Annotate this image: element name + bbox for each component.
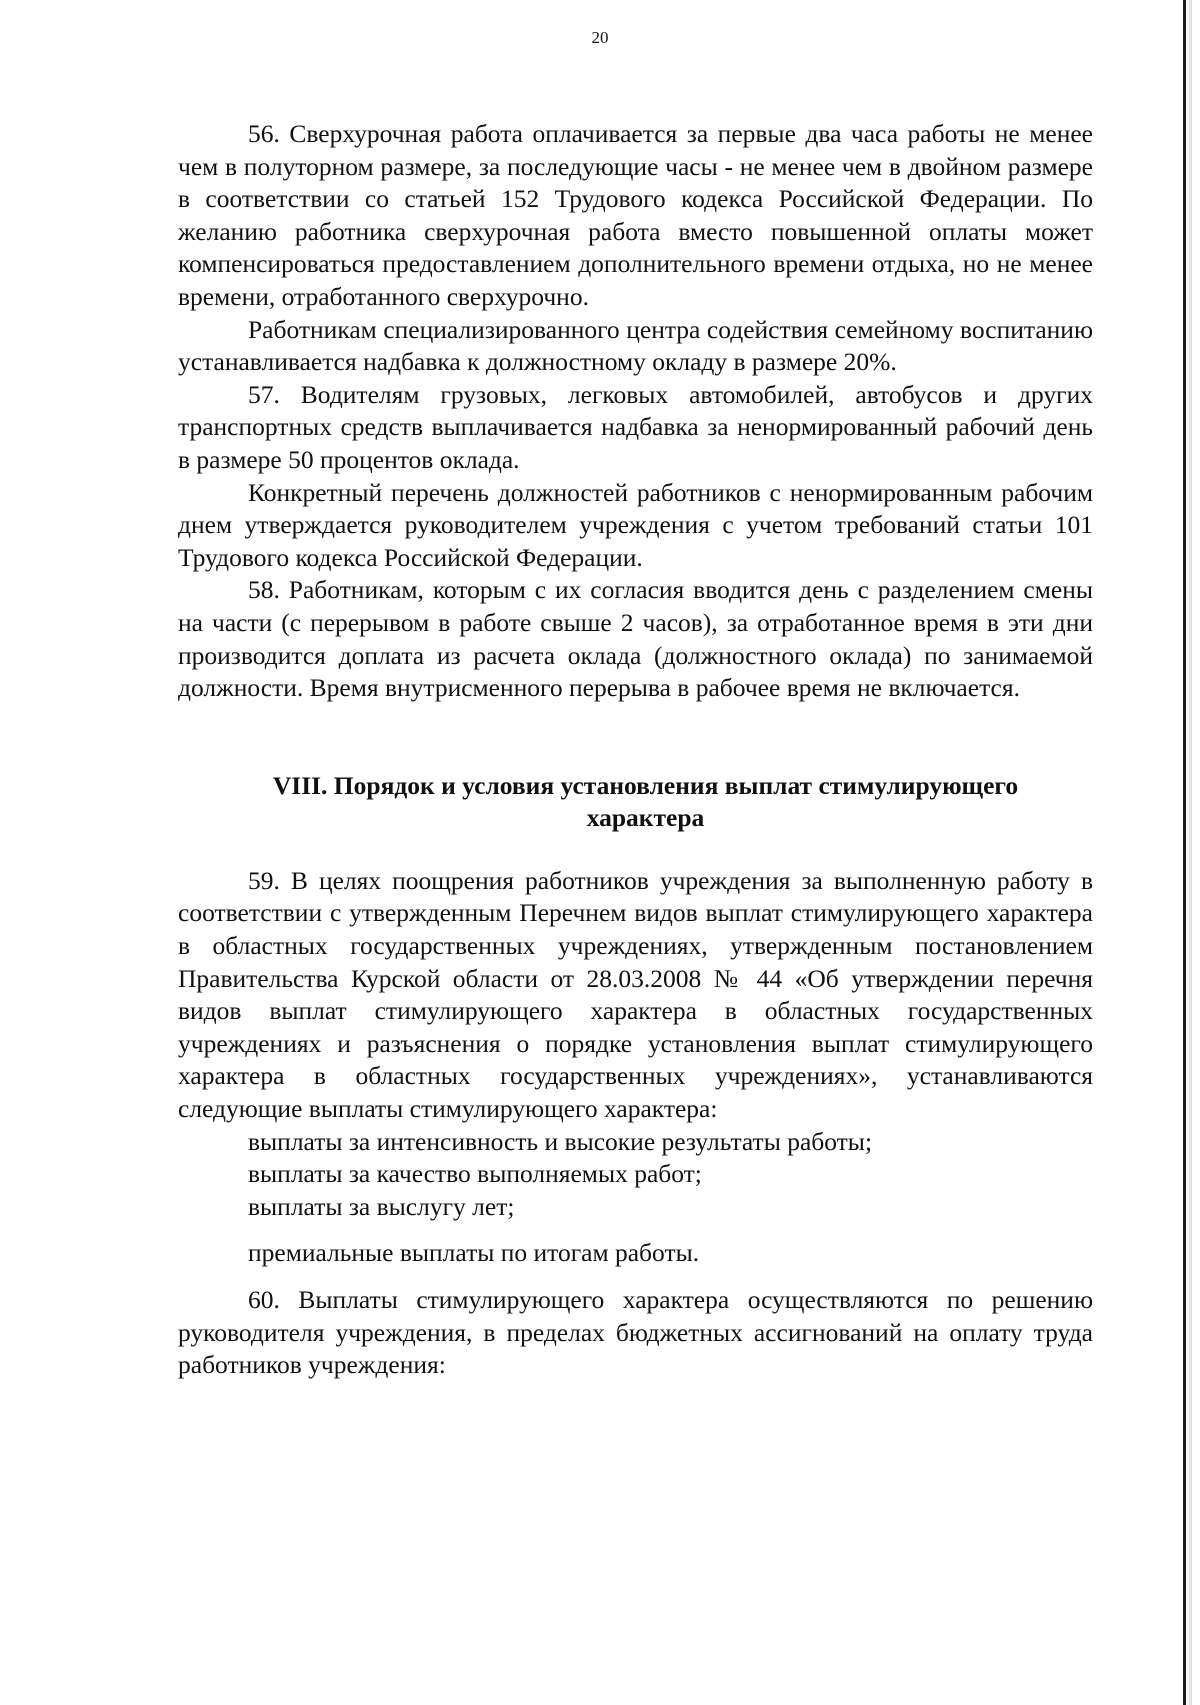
- paragraph-56-addendum: Работникам специализированного центра содействия семейному воспитанию устанавливается надбавка к должностному окладу в размере 20%.: [178, 314, 1093, 377]
- paragraph-58: 58. Работникам, которым с их согласия вводится день с разделением смены на части (с перерывом в работе свыше 2 часов), за отработанное время в эти дни производится доплата из расчета оклада (должностного оклада) по занимаемой должности. Время внутрисменного перерыва в рабочее время не включается.: [178, 575, 1093, 703]
- spacer: [178, 835, 1093, 865]
- spacer: [178, 1223, 1093, 1237]
- paragraph-60: 60. Выплаты стимулирующего характера осуществляются по решению руководителя учреждения, в пределах бюджетных ассигнований на оплату труда работников учреждения:: [178, 1285, 1093, 1380]
- scan-edge-line: [1183, 0, 1186, 1705]
- document-body: [178, 118, 1093, 1382]
- paragraph-57-addendum: Конкретный перечень должностей работников с ненормированным рабочим днем утверждается руководителем учреждения с учетом требований статьи 101 Трудового кодекса Российской Федерации.: [178, 477, 1093, 572]
- section-heading-line-1: VIII. Порядок и условия установления выплат стимулирующего: [272, 770, 1019, 800]
- section-heading-line-2: характера: [586, 803, 705, 833]
- paragraph-56: 56. Сверхурочная работа оплачивается за первые два часа работы не менее чем в полуторном размере, за последующие часы - не менее чем в двойном размере в соответствии со статьей 152 Трудового кодекса Российской Федерации. По желанию работника сверхурочная работа вместо повышенной оплаты может компенсироваться предоставлением дополнительного времени отдыха, но не менее времени, отработанного сверхурочно.: [178, 119, 1093, 311]
- scan-edge-shadow: [1186, 0, 1192, 1705]
- spacer: [178, 1270, 1093, 1284]
- paragraph-57: 57. Водителям грузовых, легковых автомобилей, автобусов и других транспортных средств выплачивается надбавка за ненормированный рабочий день в размере 50 процентов оклада.: [178, 379, 1093, 474]
- page-number: 20: [591, 28, 609, 47]
- paragraph-59: 59. В целях поощрения работников учреждения за выполненную работу в соответствии с утвержденным Перечнем видов выплат стимулирующего характера в областных государственных учреждениях, утвержденным постановлением Правительства Курской области от 28.03.2008 № 44 «Об утверждении перечня видов выплат стимулирующего характера в областных государственных учреждениях и разъяснения о порядке установления выплат стимулирующего характера в областных государственных учреждениях», устанавливаются следующие выплаты стимулирующего характера:: [178, 865, 1093, 1124]
- list-item: премиальные выплаты по итогам работы.: [248, 1238, 700, 1268]
- spacer: [178, 705, 1093, 770]
- list-item: выплаты за качество выполняемых работ;: [248, 1159, 702, 1189]
- list-item: выплаты за интенсивность и высокие результаты работы;: [248, 1126, 873, 1156]
- list-item: выплаты за выслугу лет;: [248, 1191, 515, 1221]
